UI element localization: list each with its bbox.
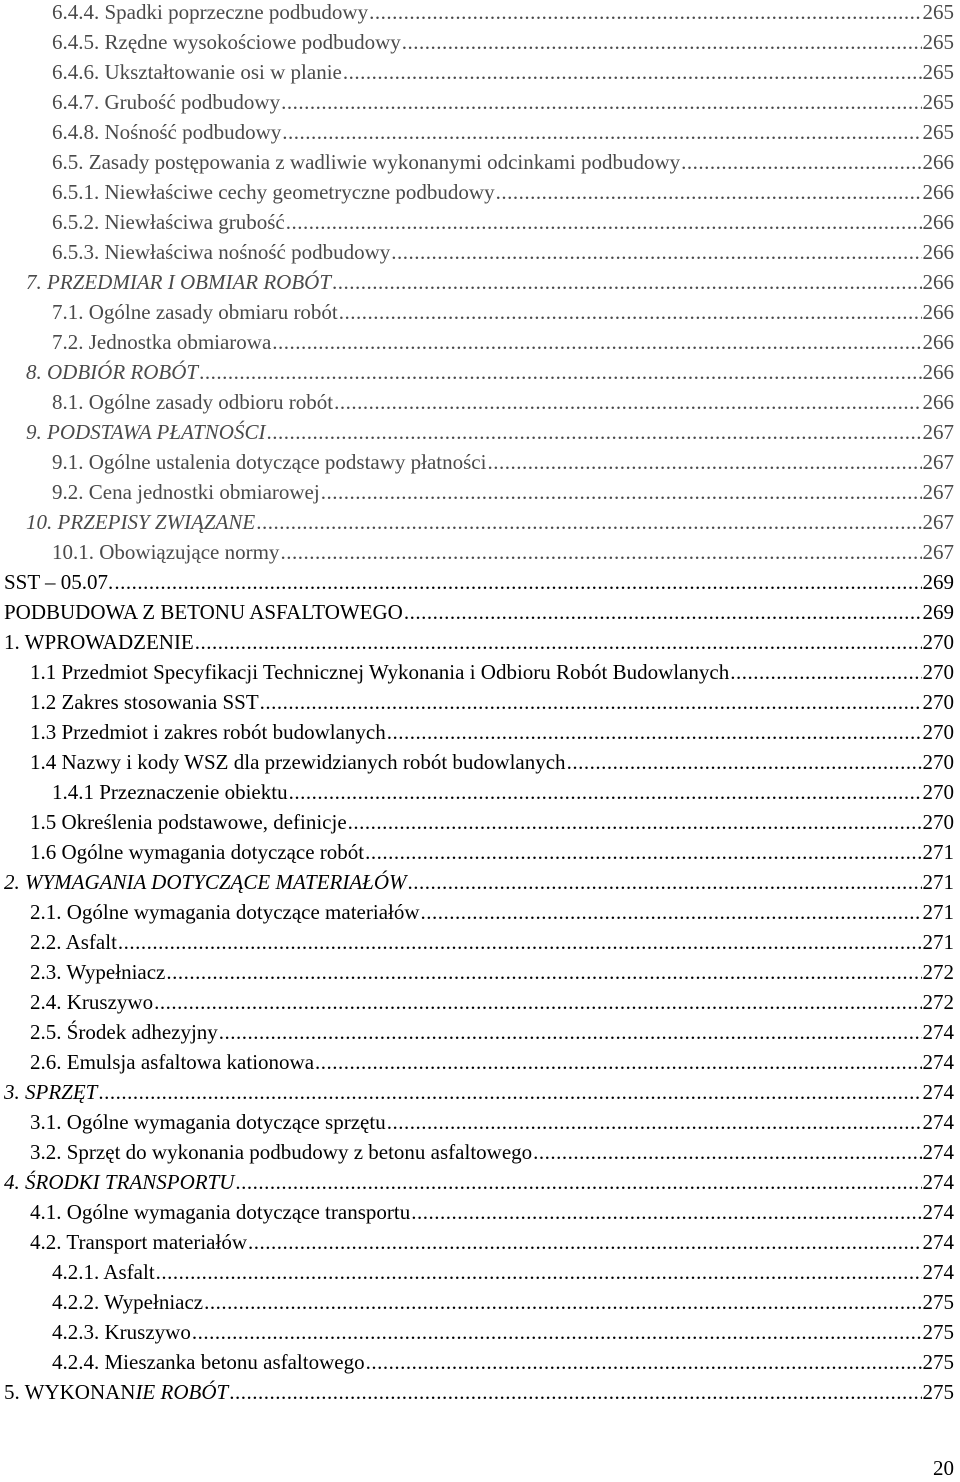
toc-entry-page: 265: [922, 120, 954, 144]
toc-entry[interactable]: [0, 327, 954, 357]
toc-entry[interactable]: [0, 897, 954, 927]
toc-entry-title: 10. PRZEPISY ZWIĄZANE: [26, 510, 256, 534]
toc-entry[interactable]: [0, 1347, 954, 1377]
toc-entry-page: 272: [922, 960, 954, 984]
toc-entry-title: 6.4.6. Ukształtowanie osi w planie: [52, 60, 342, 84]
toc-entry[interactable]: [0, 1227, 954, 1257]
toc-leader-dots: [154, 987, 921, 1017]
toc-leader-dots: [487, 447, 921, 477]
toc-entry-page: 271: [922, 900, 954, 924]
toc-entry-page: 266: [922, 210, 954, 234]
toc-entry-page: 272: [922, 990, 954, 1014]
toc-entry-page: 274: [922, 1140, 954, 1164]
toc-entry-title: 4.2.1. Asfalt: [52, 1260, 155, 1284]
toc-entry-title: 6.5.3. Niewłaściwa nośność podbudowy: [52, 240, 391, 264]
toc-entry[interactable]: [0, 267, 954, 297]
toc-leader-dots: [408, 867, 922, 897]
toc-entry[interactable]: [0, 957, 954, 987]
toc-leader-dots: [156, 1257, 922, 1287]
toc-entry[interactable]: [0, 807, 954, 837]
toc-leader-dots: [365, 837, 921, 867]
toc-entry[interactable]: [0, 147, 954, 177]
toc-entry-title: 9.2. Cena jednostki obmiarowej: [52, 480, 320, 504]
toc-entry-title: 3.2. Sprzęt do wykonania podbudowy z betonu asfaltowego: [30, 1140, 533, 1164]
toc-entry-page: 267: [922, 480, 954, 504]
toc-entry-page: 274: [922, 1230, 954, 1254]
toc-entry-page: 274: [922, 1110, 954, 1134]
toc-entry-title: 8.1. Ogólne zasady odbioru robót: [52, 390, 334, 414]
toc-entry[interactable]: [0, 657, 954, 687]
toc-entry-page: 274: [922, 1170, 954, 1194]
toc-entry-page: 267: [922, 540, 954, 564]
toc-leader-dots: [315, 1047, 921, 1077]
toc-leader-dots: [343, 57, 922, 87]
toc-entry-title: 7.2. Jednostka obmiarowa: [52, 330, 272, 354]
toc-leader-dots: [496, 177, 922, 207]
toc-leader-dots: [387, 1107, 922, 1137]
toc-leader-dots: [533, 1137, 921, 1167]
toc-entry[interactable]: [0, 1377, 954, 1407]
toc-entry-page: 270: [922, 630, 954, 654]
toc-entry-title: 4.2.4. Mieszanka betonu asfaltowego: [52, 1350, 365, 1374]
toc-entry-page: 266: [922, 390, 954, 414]
toc-entry[interactable]: [0, 297, 954, 327]
toc-entry[interactable]: [0, 387, 954, 417]
toc-entry[interactable]: [0, 117, 954, 147]
toc-entry-title: 4.1. Ogólne wymagania dotyczące transportu: [30, 1200, 411, 1224]
toc-entry[interactable]: [0, 1287, 954, 1317]
toc-entry-page: 275: [922, 1350, 954, 1374]
toc-entry-title: 6.4.5. Rzędne wysokościowe podbudowy: [52, 30, 401, 54]
toc-entry-title: 2.1. Ogólne wymagania dotyczące materiałów: [30, 900, 420, 924]
toc-entry[interactable]: [0, 27, 954, 57]
toc-entry[interactable]: [0, 357, 954, 387]
page-number: 20: [933, 1456, 954, 1480]
toc-leader-dots: [280, 537, 921, 567]
toc-entry[interactable]: [0, 57, 954, 87]
toc-leader-dots: [118, 927, 922, 957]
toc-entry-title: 4.2.3. Kruszywo: [52, 1320, 191, 1344]
toc-entry-page: 270: [922, 660, 954, 684]
toc-entry[interactable]: [0, 777, 954, 807]
toc-entry-title: 1.4 Nazwy i kody WSZ dla przewidzianych robót budowlanych: [30, 750, 566, 774]
toc-entry-page: 271: [922, 930, 954, 954]
toc-leader-dots: [286, 207, 922, 237]
toc-entry-title: 6.4.7. Grubość podbudowy: [52, 90, 281, 114]
toc-entry-page: 270: [922, 810, 954, 834]
toc-entry-page: 270: [922, 720, 954, 744]
toc-entry-page: 274: [922, 1050, 954, 1074]
toc-entry[interactable]: [0, 0, 954, 27]
toc-entry-title: 1.1 Przedmiot Specyfikacji Technicznej Wykonania i Odbioru Robót Budowlanych: [30, 660, 730, 684]
toc-entry-page: 266: [922, 240, 954, 264]
toc-entry-title: 3.1. Ogólne wymagania dotyczące sprzętu: [30, 1110, 386, 1134]
toc-entry[interactable]: [0, 417, 954, 447]
toc-entry-title: 9. PODSTAWA PŁATNOŚCI: [26, 420, 266, 444]
toc-entry[interactable]: [0, 1317, 954, 1347]
toc-entry[interactable]: [0, 507, 954, 537]
toc-leader-dots: [366, 1347, 922, 1377]
toc-entry-page: 267: [922, 510, 954, 534]
toc-entry-title: 1. WPROWADZENIE: [4, 630, 194, 654]
toc-entry[interactable]: [0, 1257, 954, 1287]
toc-leader-dots: [681, 147, 921, 177]
toc-entry-title: 5. WYKONANIE ROBÓT: [4, 1380, 229, 1404]
toc-entry-page: 274: [922, 1200, 954, 1224]
toc-entry-title: 10.1. Obowiązujące normy: [52, 540, 280, 564]
toc-entry-title: 2.5. Środek adhezyjny: [30, 1020, 218, 1044]
toc-leader-dots: [229, 1377, 921, 1407]
toc-leader-dots: [369, 0, 921, 27]
toc-leader-dots: [404, 597, 922, 627]
toc-entry-page: 267: [922, 420, 954, 444]
toc-entry[interactable]: [0, 1107, 954, 1137]
toc-leader-dots: [199, 357, 921, 387]
toc-entry[interactable]: [0, 1077, 954, 1107]
toc-entry-title: 1.5 Określenia podstawowe, definicje: [30, 810, 347, 834]
toc-entry-page: 266: [922, 180, 954, 204]
toc-entry-title: 6.4.4. Spadki poprzeczne podbudowy: [52, 0, 369, 24]
toc-entry-page: 265: [922, 0, 954, 24]
toc-leader-dots: [219, 1017, 922, 1047]
toc-entry[interactable]: [0, 687, 954, 717]
toc-entry-title: 9.1. Ogólne ustalenia dotyczące podstawy płatności: [52, 450, 487, 474]
toc-entry-page: 275: [922, 1290, 954, 1314]
toc-entry[interactable]: [0, 1047, 954, 1077]
toc-leader-dots: [334, 387, 921, 417]
toc-entry[interactable]: [0, 447, 954, 477]
toc-entry-title: 4.2.2. Wypełniacz: [52, 1290, 204, 1314]
toc-entry[interactable]: [0, 747, 954, 777]
toc-leader-dots: [256, 507, 921, 537]
toc-leader-dots: [260, 687, 922, 717]
toc-leader-dots: [114, 567, 921, 597]
toc-leader-dots: [387, 717, 922, 747]
toc-entry-page: 266: [922, 150, 954, 174]
toc-entry-title: 1.3 Przedmiot i zakres robót budowlanych: [30, 720, 386, 744]
toc-leader-dots: [421, 897, 922, 927]
toc-entry-page: 274: [922, 1080, 954, 1104]
toc-entry-title: 2.2. Asfalt: [30, 930, 117, 954]
toc-leader-dots: [332, 267, 921, 297]
toc-entry[interactable]: [0, 837, 954, 867]
toc-leader-dots: [235, 1167, 921, 1197]
toc-entry-title: PODBUDOWA Z BETONU ASFALTOWEGO: [4, 600, 403, 624]
toc-entry[interactable]: [0, 717, 954, 747]
toc-entry-title: 2.3. Wypełniacz: [30, 960, 166, 984]
toc-entry-title: 1.6 Ogólne wymagania dotyczące robót: [30, 840, 365, 864]
toc-entry-title: 2.4. Kruszywo: [30, 990, 154, 1014]
toc-leader-dots: [266, 417, 921, 447]
toc-leader-dots: [348, 807, 922, 837]
toc-entry[interactable]: [0, 597, 954, 627]
toc-leader-dots: [411, 1197, 921, 1227]
toc-leader-dots: [391, 237, 921, 267]
toc-entry[interactable]: [0, 87, 954, 117]
toc-entry[interactable]: [0, 237, 954, 267]
toc-leader-dots: [321, 477, 922, 507]
toc-entry[interactable]: [0, 627, 954, 657]
toc-entry-title: 6.4.8. Nośność podbudowy: [52, 120, 282, 144]
toc-leader-dots: [192, 1317, 922, 1347]
toc-entry-page: 266: [922, 330, 954, 354]
toc-entry-page: 271: [922, 840, 954, 864]
toc-entry-page: 270: [922, 750, 954, 774]
toc-entry-page: 269: [922, 600, 954, 624]
toc-entry-title: 6.5.1. Niewłaściwe cechy geometryczne podbudowy: [52, 180, 495, 204]
toc-entry-page: 275: [922, 1380, 954, 1404]
toc-leader-dots: [567, 747, 922, 777]
toc-leader-dots: [272, 327, 921, 357]
toc-entry[interactable]: [0, 1137, 954, 1167]
toc-entry[interactable]: [0, 1167, 954, 1197]
toc-entry-page: 266: [922, 300, 954, 324]
toc-entry-title: 1.4.1 Przeznaczenie obiektu: [52, 780, 288, 804]
toc-leader-dots: [289, 777, 922, 807]
toc-entry-title: 6.5. Zasady postępowania z wadliwie wykonanymi odcinkami podbudowy: [52, 150, 681, 174]
toc-entry[interactable]: [0, 567, 954, 597]
toc-entry-page: 270: [922, 780, 954, 804]
toc-entry-title: SST – 05.07.: [4, 570, 114, 594]
toc-leader-dots: [248, 1227, 922, 1257]
toc-entry[interactable]: [0, 987, 954, 1017]
toc-entry-page: 271: [922, 870, 954, 894]
toc-entry-title: 8. ODBIÓR ROBÓT: [26, 360, 199, 384]
toc-entry-title: 2. WYMAGANIA DOTYCZĄCE MATERIAŁÓW: [4, 870, 407, 894]
toc-entry-page: 274: [922, 1020, 954, 1044]
toc-entry-title: 7.1. Ogólne zasady obmiaru robót: [52, 300, 338, 324]
toc-entry-page: 266: [922, 270, 954, 294]
toc-entry-page: 265: [922, 30, 954, 54]
toc-entry-title: 6.5.2. Niewłaściwa grubość: [52, 210, 285, 234]
toc-entry-title: 3. SPRZĘT: [4, 1080, 98, 1104]
toc-entry-title: 1.2 Zakres stosowania SST: [30, 690, 259, 714]
toc-entry[interactable]: [0, 1197, 954, 1227]
toc-leader-dots: [281, 87, 921, 117]
toc-entry-page: 270: [922, 690, 954, 714]
toc-entry[interactable]: [0, 207, 954, 237]
toc-entry-page: 274: [922, 1260, 954, 1284]
toc-leader-dots: [339, 297, 922, 327]
toc-entry-page: 269: [922, 570, 954, 594]
toc-leader-dots: [195, 627, 922, 657]
toc-entry[interactable]: [0, 1017, 954, 1047]
toc-entry-page: 267: [922, 450, 954, 474]
toc-entry-page: 266: [922, 360, 954, 384]
toc-entry-title: 4.2. Transport materiałów: [30, 1230, 247, 1254]
toc-leader-dots: [204, 1287, 921, 1317]
toc-entry-title: 4. ŚRODKI TRANSPORTU: [4, 1170, 235, 1194]
toc-entry-page: 265: [922, 90, 954, 114]
toc-leader-dots: [166, 957, 921, 987]
toc-entry[interactable]: [0, 867, 954, 897]
toc-entry-title: 7. PRZEDMIAR I OBMIAR ROBÓT: [26, 270, 332, 294]
toc-leader-dots: [98, 1077, 921, 1107]
toc-leader-dots: [282, 117, 921, 147]
toc-entry-page: 265: [922, 60, 954, 84]
toc-leader-dots: [730, 657, 921, 687]
toc-leader-dots: [402, 27, 922, 57]
toc-entry[interactable]: [0, 177, 954, 207]
toc-entry[interactable]: [0, 477, 954, 507]
toc-entry-title: 2.6. Emulsja asfaltowa kationowa: [30, 1050, 315, 1074]
toc-entry[interactable]: [0, 537, 954, 567]
toc-entry-page: 275: [922, 1320, 954, 1344]
toc-entry[interactable]: [0, 927, 954, 957]
